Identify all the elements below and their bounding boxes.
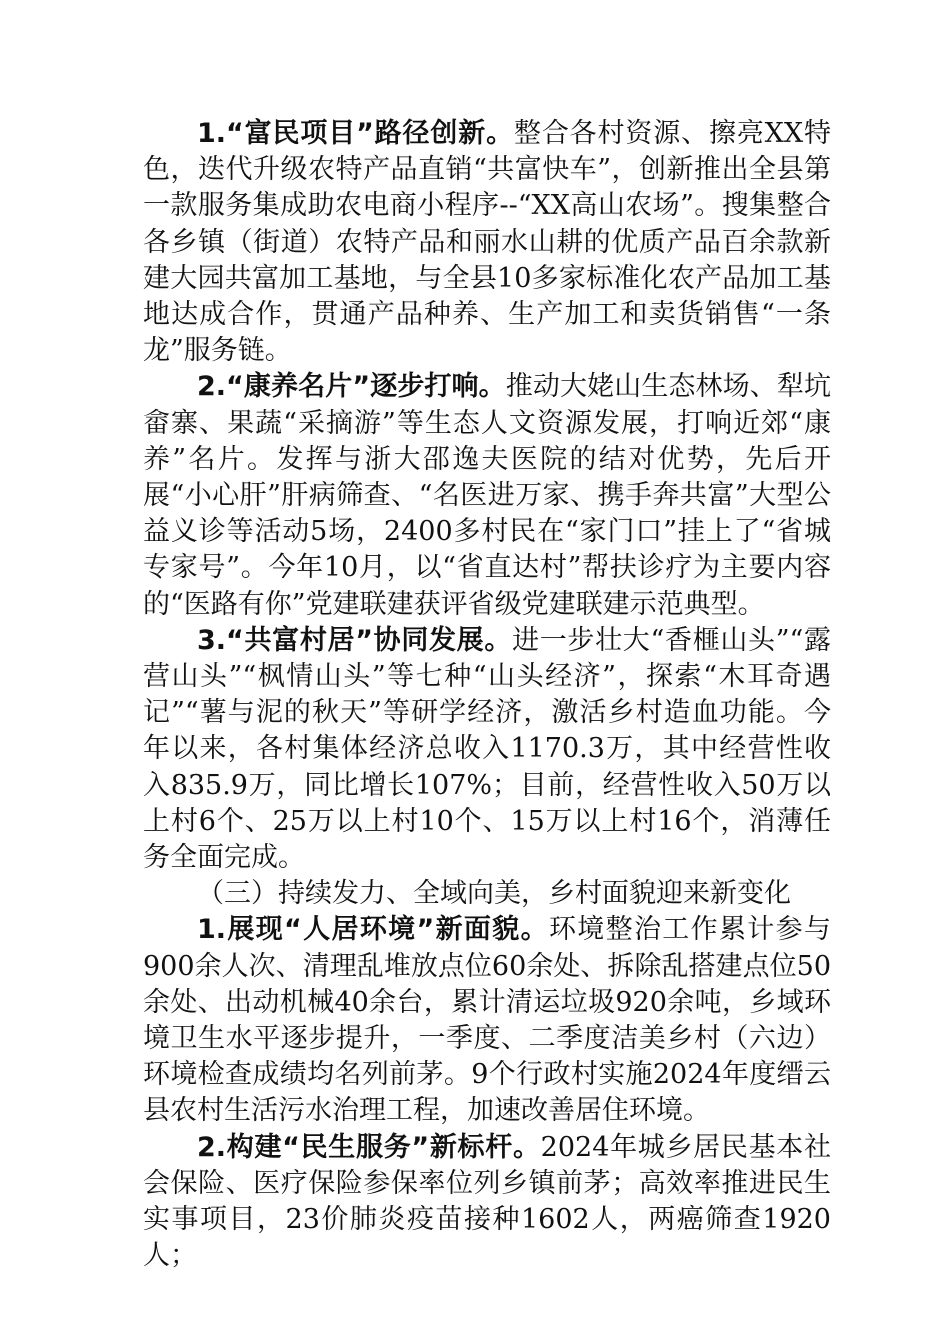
paragraph-text: 环境整治工作累计参与900余人次、清理乱堆放点位60余处、拆除乱搭建点位50余处、出动机械40余台，累计清运垃圾920余吨，乡域环境卫生水平逐步提升，一季度、二季度洁美乡村（六边）环境检查成绩均名列前茅。9个行政村实施2024年度缙云县农村生活污水治理工程，加速改善居住环境。 <box>143 914 831 1127</box>
section-heading: （三）持续发力、全域向美，乡村面貌迎来新变化 <box>197 878 791 910</box>
document-body <box>143 116 831 1275</box>
paragraph-text: 整合各村资源、擦亮XX特色，迭代升级农特产品直销“共富快车”，创新推出全县第一款服务集成助农电商小程序--“XX高山农场”。搜集整合各乡镇（街道）农特产品和丽水山耕的优质产品百余款新建大园共富加工基地，与全县10多家标准化农产品加工基地达成合作，贯通产品种养、生产加工和卖货销售“一条龙”服务链。 <box>143 118 831 367</box>
paragraph-lead: 1.“富民项目”路径创新。 <box>197 118 514 149</box>
paragraph-lead: 2.“康养名片”逐步打响。 <box>197 371 506 403</box>
paragraph-lead: 2.构建“民生服务”新标杆。 <box>197 1131 541 1163</box>
paragraph-kangyang-card <box>143 369 831 622</box>
paragraph-living-environment <box>143 912 831 1129</box>
paragraph-fumin-project <box>143 116 831 369</box>
paragraph-text: 进一步壮大“香榧山头”“露营山头”“枫情山头”等七种“山头经济”，探索“木耳奇遇记”“薯与泥的秋天”等研学经济，激活乡村造血功能。今年以来，各村集体经济总收入1170.3万，其中经营性收入835.9万，同比增长107%；目前，经营性收入50万以上村6个、25万以上村10个、15万以上村16个，消薄任务全面完成。 <box>143 624 831 874</box>
paragraph-lead: 3.“共富村居”协同发展。 <box>197 624 513 656</box>
paragraph-text: 2024年城乡居民基本社会保险、医疗保险参保率位列乡镇前茅；高效率推进民生实事项目，23价肺炎疫苗接种1602人，两癌筛查1920人； <box>143 1131 831 1272</box>
paragraph-livelihood-service <box>143 1130 831 1275</box>
paragraph-gongfu-village <box>143 623 831 876</box>
paragraph-lead: 1.展现“人居环境”新面貌。 <box>197 914 549 946</box>
paragraph-text: 推动大姥山生态林场、犁坑畲寨、果蔬“采摘游”等生态人文资源发展，打响近郊“康养”名片。发挥与浙大邵逸夫医院的结对优势，先后开展“小心肝”肝病筛查、“名医进万家、携手奔共富”大型公益义诊等活动5场，2400多村民在“家门口”挂上了“省城专家号”。今年10月，以“省直达村”帮扶诊疗为主要内容的“医路有你”党建联建获评省级党建联建示范典型。 <box>143 371 831 620</box>
